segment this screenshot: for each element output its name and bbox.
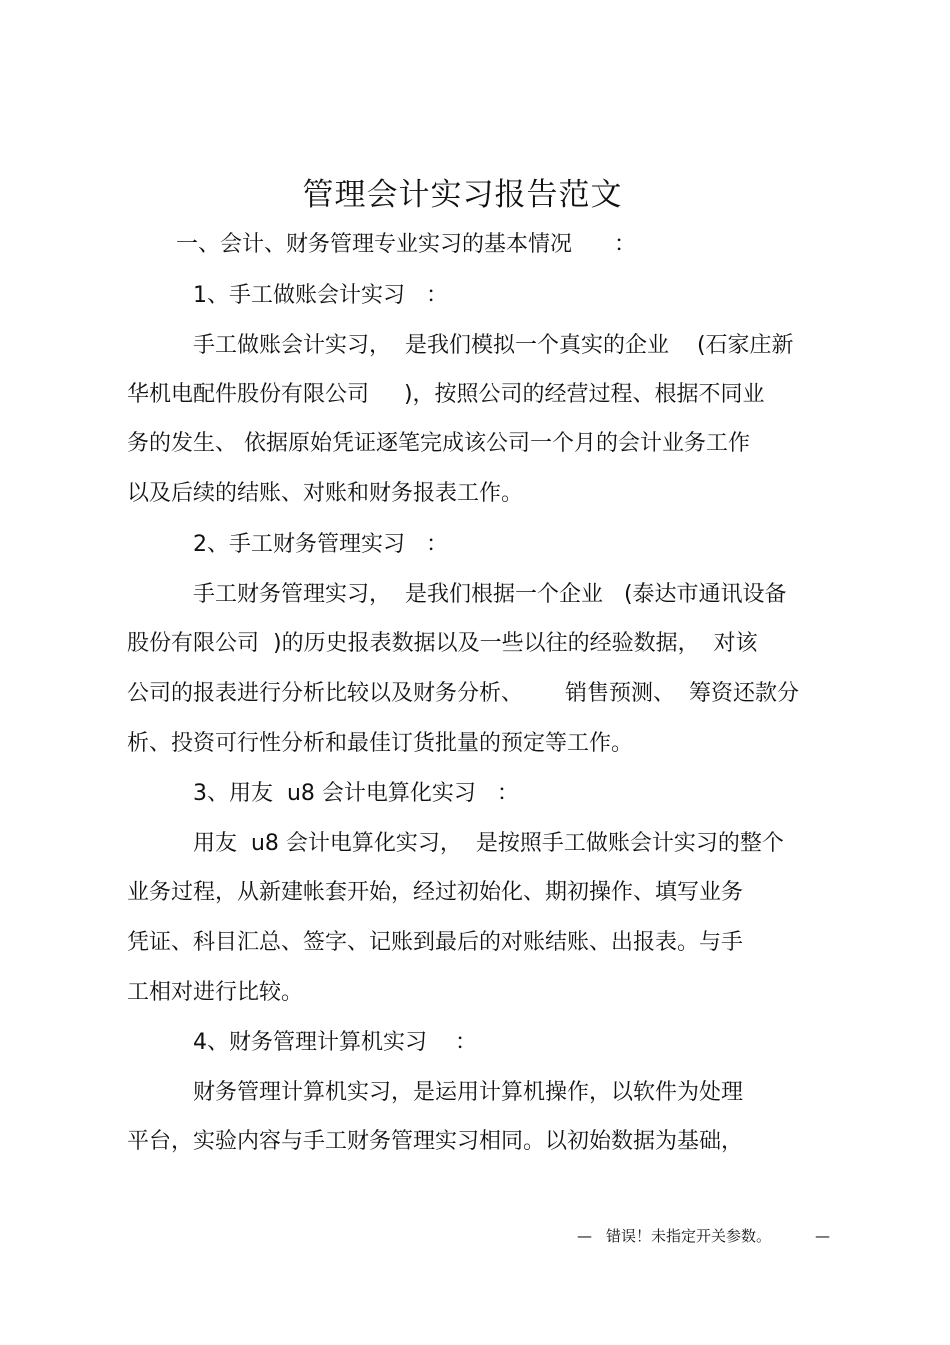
subsection-heading: 3、用友 u8 会计电算化实习 ：	[193, 781, 519, 806]
paragraph-line: 以及后续的结账、对账和财务报表工作。	[127, 481, 524, 506]
footer-dash-left: —	[577, 1227, 592, 1245]
paragraph-line: 股份有限公司 )的历史报表数据以及一些以往的经验数据， 对该	[127, 631, 758, 656]
section-heading: 一、会计、财务管理专业实习的基本情况 ：	[176, 232, 636, 257]
paragraph-line: 公司的报表进行分析比较以及财务分析、 销售预测、 筹资还款分	[127, 681, 799, 706]
paragraph-line: 手工财务管理实习， 是我们根据一个企业 (泰达市通讯设备	[193, 582, 787, 607]
paragraph-line: 务的发生、 依据原始凭证逐笔完成该公司一个月的会计业务工作	[127, 431, 750, 456]
subsection-heading: 4、财务管理计算机实习 ：	[193, 1030, 477, 1055]
paragraph-line: 工相对进行比较。	[127, 980, 304, 1005]
paragraph-line: 手工做账会计实习， 是我们模拟一个真实的企业 (石家庄新	[193, 333, 794, 358]
paragraph-line: 财务管理计算机实习，是运用计算机操作，以软件为处理	[193, 1080, 744, 1105]
paragraph-line: 华机电配件股份有限公司 )，按照公司的经营过程、根据不同业	[127, 382, 765, 407]
footer-dash-right: —	[815, 1227, 830, 1245]
paragraph-line: 用友 u8 会计电算化实习， 是按照手工做账会计实习的整个	[193, 831, 784, 856]
document-title: 管理会计实习报告范文	[302, 177, 623, 213]
subsection-heading: 2、手工财务管理实习 ：	[193, 532, 448, 557]
paragraph-line: 凭证、科目汇总、签字、记账到最后的对账结账、出报表。与手	[127, 930, 744, 955]
subsection-heading: 1、手工做账会计实习 ：	[193, 283, 448, 308]
paragraph-line: 析、投资可行性分析和最佳订货批量的预定等工作。	[127, 731, 634, 756]
paragraph-line: 业务过程，从新建帐套开始，经过初始化、期初操作、填写业务	[127, 880, 744, 905]
footer-text: 错误！未指定开关参数。	[606, 1227, 772, 1245]
paragraph-line: 平台，实验内容与手工财务管理实习相同。以初始数据为基础，	[127, 1129, 744, 1154]
page-footer	[0, 1224, 950, 1248]
